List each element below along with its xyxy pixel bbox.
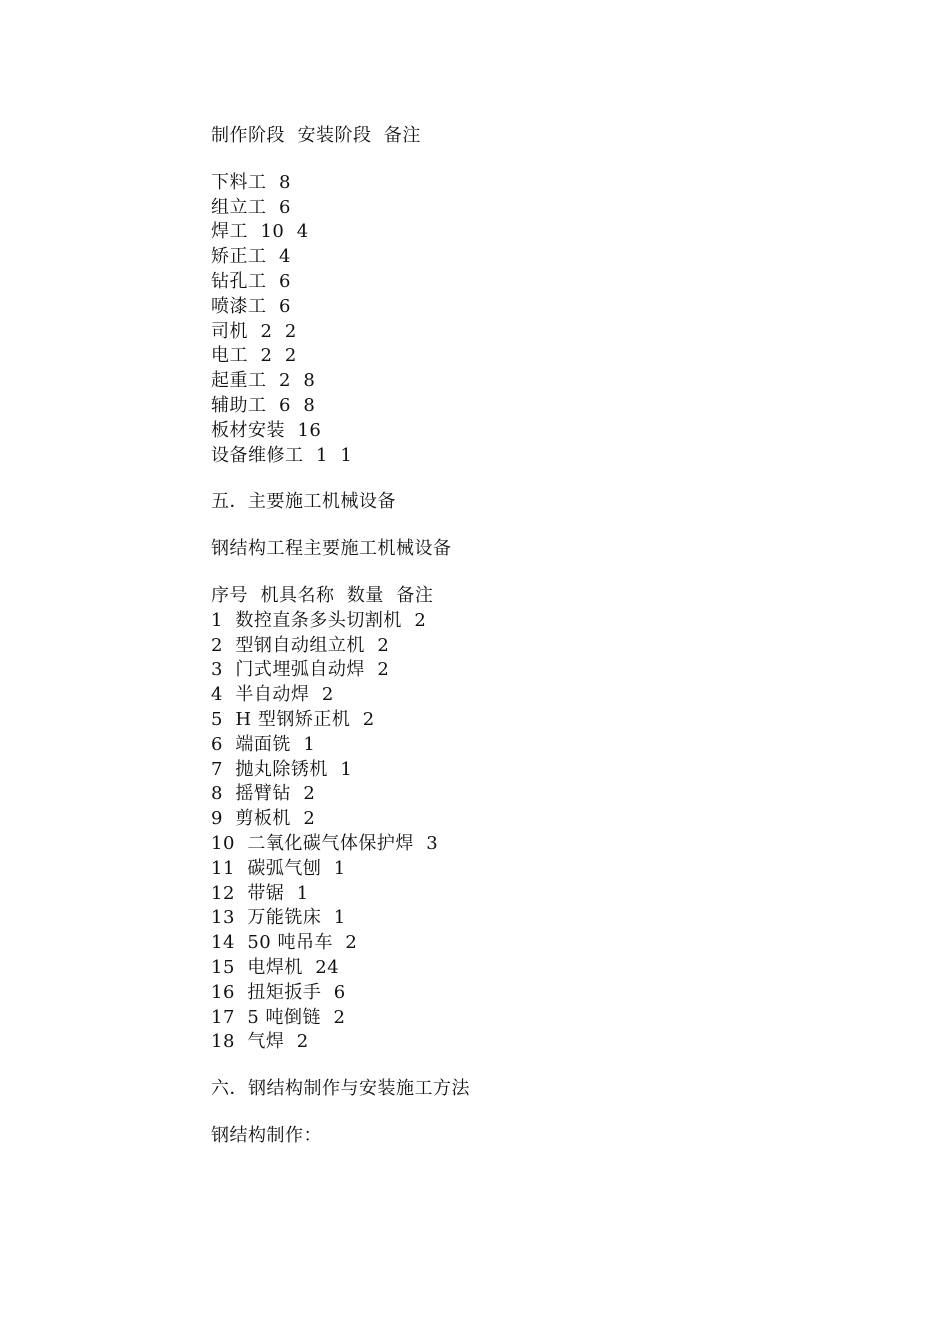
equipment-row: 6 端面铣 1 [211, 733, 316, 755]
labor-row: 设备维修工 1 1 [211, 444, 353, 466]
equipment-row: 14 50 吨吊车 2 [211, 932, 358, 954]
labor-row: 矫正工 4 [211, 246, 291, 268]
spacer [211, 468, 911, 490]
equipment-row: 11 碳弧气刨 1 [211, 857, 346, 879]
spacer [211, 515, 911, 537]
labor-row: 板材安装 16 [211, 419, 322, 441]
equipment-row: 17 5 吨倒链 2 [211, 1006, 346, 1028]
equipment-row: 9 剪板机 2 [211, 808, 316, 830]
equipment-table-title: 钢结构工程主要施工机械设备 [211, 538, 452, 560]
equipment-table-body [211, 609, 911, 1055]
equipment-row: 18 气焊 2 [211, 1031, 309, 1053]
labor-row: 钻孔工 6 [211, 270, 291, 292]
equipment-row: 7 抛丸除锈机 1 [211, 758, 353, 780]
labor-row: 辅助工 6 8 [211, 394, 316, 416]
section-6-subheading: 钢结构制作： [211, 1124, 322, 1146]
labor-row: 下料工 8 [211, 171, 291, 193]
section-6-heading: 六．钢结构制作与安装施工方法 [211, 1078, 470, 1100]
section-5-heading: 五．主要施工机械设备 [211, 491, 396, 513]
equipment-row: 1 数控直条多头切割机 2 [211, 609, 427, 631]
labor-row: 组立工 6 [211, 196, 291, 218]
equipment-row: 12 带锯 1 [211, 882, 309, 904]
equipment-table-header: 序号 机具名称 数量 备注 [211, 584, 434, 606]
equipment-row: 2 型钢自动组立机 2 [211, 634, 390, 656]
spacer [211, 149, 911, 171]
labor-row: 起重工 2 8 [211, 370, 316, 392]
equipment-row: 15 电焊机 24 [211, 956, 340, 978]
spacer [211, 562, 911, 584]
equipment-row: 5 H 型钢矫正机 2 [211, 708, 375, 730]
spacer [211, 1055, 911, 1077]
equipment-row: 8 摇臂钻 2 [211, 783, 316, 805]
spacer [211, 1102, 911, 1124]
labor-table-header: 制作阶段 安装阶段 备注 [211, 125, 421, 146]
equipment-row: 3 门式埋弧自动焊 2 [211, 659, 390, 681]
equipment-row: 4 半自动焊 2 [211, 684, 334, 706]
labor-row: 司机 2 2 [211, 320, 297, 342]
labor-row: 焊工 10 4 [211, 221, 309, 243]
labor-row: 电工 2 2 [211, 345, 297, 367]
labor-row: 喷漆工 6 [211, 295, 291, 317]
labor-table-body [211, 171, 911, 469]
document-page [211, 124, 911, 1149]
equipment-row: 16 扭矩扳手 6 [211, 981, 346, 1003]
equipment-row: 10 二氧化碳气体保护焊 3 [211, 832, 439, 854]
equipment-row: 13 万能铣床 1 [211, 907, 346, 929]
